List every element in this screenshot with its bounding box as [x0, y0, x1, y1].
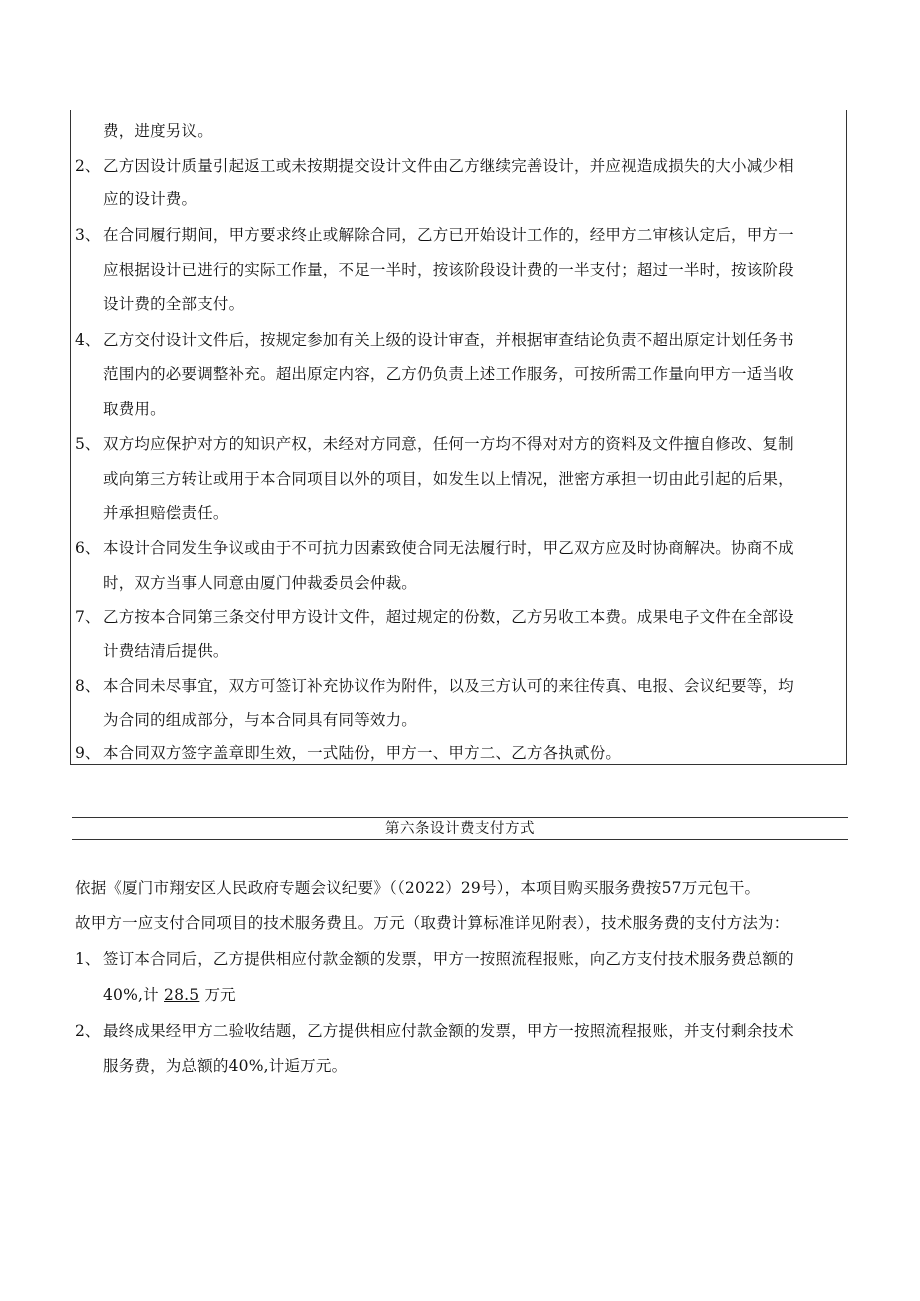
- section-top-rule: [72, 817, 848, 818]
- clause-5-number: 5、: [75, 435, 101, 453]
- payment-item-1-line-1: 签订本合同后，乙方提供相应付款金额的发票，甲方一按照流程报账，向乙方支付技术服务费总额的: [103, 950, 794, 968]
- clause-2-line-1: 乙方因设计质量引起返工或未按期提交设计文件由乙方继续完善设计，并应视造成损失的大小减少相: [103, 157, 794, 175]
- payment-item-1-number: 1、: [75, 950, 101, 968]
- clause-2-number: 2、: [75, 157, 101, 175]
- clause-4-number: 4、: [75, 331, 101, 349]
- clause-9-line-1: 本合同双方签字盖章即生效，一式陆份，甲方一、甲方二、乙方各执贰份。: [103, 744, 622, 762]
- clause-3-number: 3、: [75, 226, 101, 244]
- section-6-title: 第六条设计费支付方式: [385, 821, 535, 837]
- payment-percent-text: 40%,计: [103, 986, 165, 1004]
- clause-3-line-3: 设计费的全部支付。: [103, 295, 245, 313]
- clause-5-line-2: 或向第三方转让或用于本合同项目以外的项目，如发生以上情况，泄密方承担一切由此引起的后果，: [103, 470, 794, 488]
- payment-item-2-line-2: 服务费，为总额的40%,计逅万元。: [103, 1057, 348, 1075]
- clause-5-line-3: 并承担赔偿责任。: [103, 504, 229, 522]
- payment-unit-text: 万元: [199, 986, 236, 1004]
- clause-1-continuation: 费，进度另议。: [103, 122, 213, 140]
- clause-4-line-1: 乙方交付设计文件后，按规定参加有关上级的设计审查，并根据审查结论负责不超出原定计划任务书: [103, 331, 794, 349]
- clause-3-line-1: 在合同履行期间，甲方要求终止或解除合同，乙方已开始设计工作的，经甲方二审核认定后，甲方一: [103, 226, 794, 244]
- section-6-paragraph-2: 故甲方一应支付合同项目的技术服务费且。万元（取费计算标准详见附表），技术服务费的支付方法为：: [75, 914, 790, 932]
- clause-7-line-2: 计费结清后提供。: [103, 642, 229, 660]
- payment-item-1-line-2: [103, 985, 236, 1005]
- clause-8-line-2: 为合同的组成部分，与本合同具有同等效力。: [103, 711, 418, 729]
- payment-item-2-number: 2、: [75, 1022, 101, 1040]
- clause-6-number: 6、: [75, 539, 101, 557]
- clause-8-number: 8、: [75, 677, 101, 695]
- payment-item-2-line-1: 最终成果经甲方二验收结题，乙方提供相应付款金额的发票，甲方一按照流程报账，并支付剩余技术: [103, 1022, 794, 1040]
- section-bottom-rule: [72, 839, 848, 840]
- clause-6-line-1: 本设计合同发生争议或由于不可抗力因素致使合同无法履行时，甲乙双方应及时协商解决。协商不成: [103, 539, 794, 557]
- clause-6-line-2: 时，双方当事人同意由厦门仲裁委员会仲裁。: [103, 574, 418, 592]
- clause-7-number: 7、: [75, 608, 101, 626]
- clause-4-line-3: 取费用。: [103, 400, 166, 418]
- payment-amount: 28.5: [164, 986, 200, 1004]
- clause-9-number: 9、: [75, 744, 101, 762]
- clause-4-line-2: 范围内的必要调整补充。超出原定内容，乙方仍负责上述工作服务，可按所需工作量向甲方一适当收: [103, 365, 794, 383]
- clause-5-line-1: 双方均应保护对方的知识产权，未经对方同意，任何一方均不得对对方的资料及文件擅自修改、复制: [103, 435, 794, 453]
- clause-3-line-2: 应根据设计已进行的实际工作量，不足一半时，按该阶段设计费的一半支付；超过一半时，按该阶段: [103, 261, 794, 279]
- clause-2-line-2: 应的设计费。: [103, 190, 198, 208]
- clause-8-line-1: 本合同未尽事宜，双方可签订补充协议作为附件，以及三方认可的来往传真、电报、会议纪要等，均: [103, 677, 794, 695]
- section-6-paragraph-1: 依据《厦门市翔安区人民政府专题会议纪要》（（2022）29号），本项目购买服务费按57万元包干。: [75, 879, 761, 897]
- clause-7-line-1: 乙方按本合同第三条交付甲方设计文件，超过规定的份数，乙方另收工本费。成果电子文件在全部设: [103, 608, 794, 626]
